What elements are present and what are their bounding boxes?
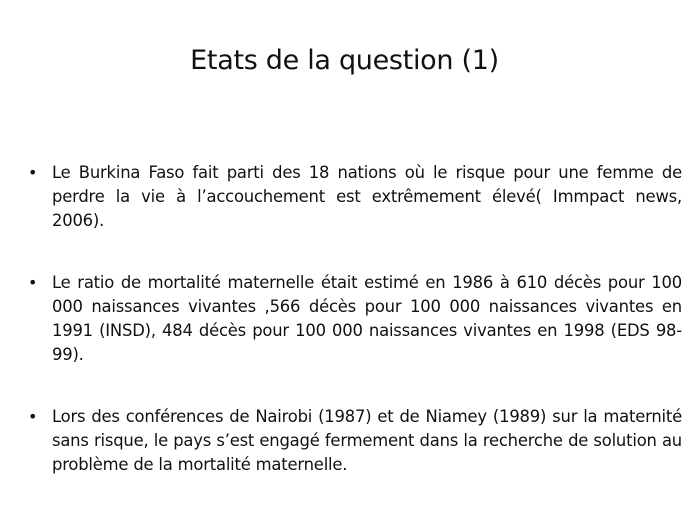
bullet-list xyxy=(26,161,682,477)
bullet-dot-icon: • xyxy=(28,273,38,292)
bullet-text: Le ratio de mortalité maternelle était estimé en 1986 à 610 décès pour 100 000 naissances vivantes ,566 décès pour 100 000 naissances vivantes en 1991 (INSD), 484 décès pour 100 000 naissances vivantes en 1998 (EDS 98-99). xyxy=(52,273,682,364)
bullet-item xyxy=(26,271,682,367)
bullet-dot-icon: • xyxy=(28,163,38,182)
slide-title: Etats de la question (1) xyxy=(190,45,499,76)
bullet-item xyxy=(26,161,682,233)
bullet-dot-icon: • xyxy=(28,407,38,426)
bullet-text: Le Burkina Faso fait parti des 18 nations où le risque pour une femme de perdre la vie à l’accouchement est extrêmement élevé( Immpact news, 2006). xyxy=(52,163,682,230)
bullet-text: Lors des conférences de Nairobi (1987) et de Niamey (1989) sur la maternité sans risque, le pays s’est engagé fermement dans la recherche de solution au problème de la mortalité maternelle. xyxy=(52,407,682,474)
bullet-item xyxy=(26,405,682,477)
